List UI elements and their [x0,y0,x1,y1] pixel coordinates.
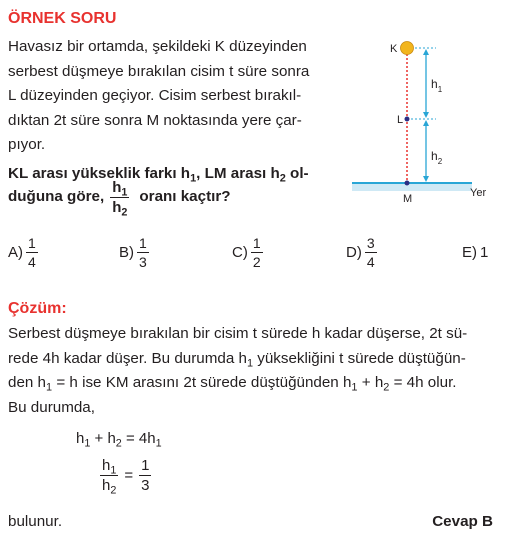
subscript: 2 [279,172,286,185]
prompt-text: ol- [285,165,309,182]
solution-title: Çözüm: [8,300,67,317]
example-title: ÖRNEK SORU [8,10,117,27]
equation-sum: $h_1 + h_2 = 4h_1$ [76,430,162,450]
option-label: D) [346,244,362,261]
point-m [405,181,410,186]
option-label: B) [119,244,134,261]
ratio-fraction [110,179,129,219]
denominator: 3 [139,254,147,270]
equation-ratio [100,457,151,497]
closing-text: bulunur. [8,513,63,530]
question-line: dıktan 2t süre sonra M noktasında yere çar- [8,111,302,129]
question-line: serbest düşmeye bırakılan cisim t süre sonra [8,62,310,80]
question-line: L düzeyinden geçiyor. Cisim serbest bırakıl- [8,87,302,104]
solution-line: rede 4h kadar düşer. Bu durumda $h_1$ yüksekliğini t sürede düştüğün- [8,349,466,369]
h-letter: h [112,179,122,196]
denominator: 4 [366,254,375,270]
option-fraction [365,236,377,269]
question-line: Havasız bir ortamda, şekildeki K düzeyinden [8,38,307,55]
option-fraction [26,236,38,269]
option-value: 1 [480,244,489,261]
solution-line: den $h_1 = h$ ise KM arasını 2t sürede düştüğünden $h_1 + h_2 = 4h$ olur. [8,374,457,394]
ground [352,183,472,191]
point-l [405,117,410,122]
numerator: 1 [139,235,147,251]
option-b[interactable] [119,236,149,269]
option-d[interactable] [346,236,377,269]
option-a[interactable] [8,236,38,269]
subscript: 2 [121,206,128,219]
h2-arrow [423,120,429,182]
label-m: M [403,193,413,205]
option-e[interactable] [462,244,488,261]
numerator: 1 [28,235,36,251]
label-ground: Yer [470,187,487,199]
option-fraction [251,236,263,269]
label-h2: $h_2$ [431,149,443,166]
question-text [8,35,309,158]
option-fraction [137,236,149,269]
prompt-text: oranı kaçtır? [139,188,231,206]
h-letter: h [112,199,122,216]
option-label: E) [462,244,477,261]
numerator: 3 [366,235,375,251]
result-fraction: $\frac{1}{3}$ [141,457,150,494]
h1-arrow [423,49,429,118]
prompt-text: , LM arası h [196,165,280,182]
option-label: A) [8,244,23,261]
subscript: 1 [121,186,128,199]
solution-text [8,322,467,420]
subscript: 1 [190,172,197,185]
question-line: pıyor. [8,136,46,153]
label-k: K [390,43,398,55]
free-fall-figure [340,36,500,208]
prompt-text: duğuna göre, [8,188,105,206]
answer-text: Cevap B [432,513,493,530]
denominator: 2 [252,254,261,270]
ball-icon [401,42,414,55]
prompt-text: KL arası yükseklik farkı h [8,165,191,182]
question-prompt-line2 [8,179,231,219]
label-l: L [397,114,404,126]
equals-sign: = [124,467,134,484]
option-label: C) [232,244,248,261]
ratio-fraction: $\frac{h_1}{h_2}$ [102,457,117,497]
numerator: 1 [252,235,261,251]
denominator: 4 [28,254,36,270]
solution-line: Bu durumda, [8,398,95,416]
solution-line: Serbest düşmeye bırakılan bir cisim t sürede h kadar düşerse, 2t sü- [8,325,468,342]
option-c[interactable] [232,236,263,269]
label-h1: $h_1$ [431,77,443,94]
